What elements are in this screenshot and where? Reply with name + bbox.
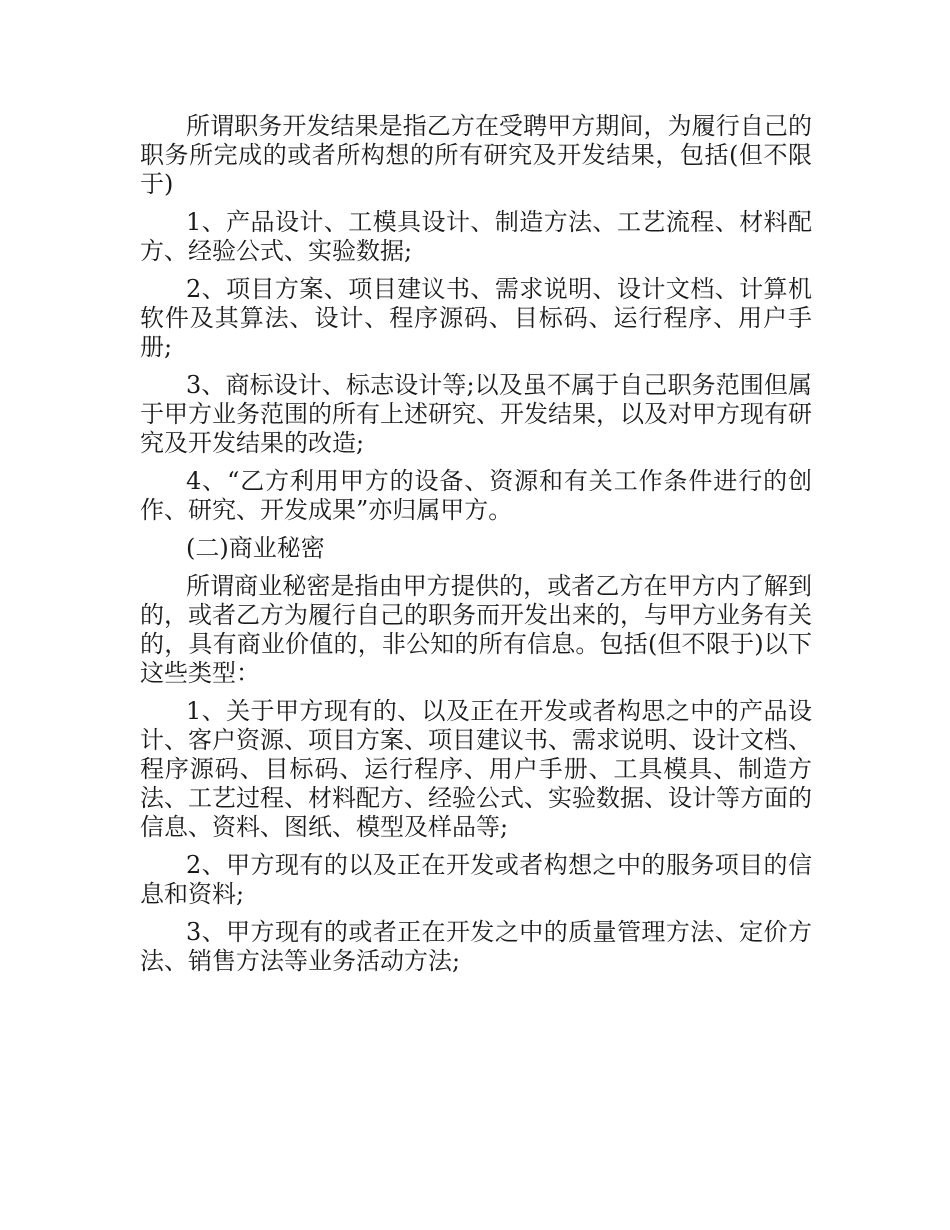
paragraph-secret-item-3: 3、甲方现有的或者正在开发之中的质量管理方法、定价方法、销售方法等业务活动方法;	[140, 918, 812, 975]
paragraph-secret-item-2: 2、甲方现有的以及正在开发或者构想之中的服务项目的信息和资料;	[140, 851, 812, 908]
paragraph-secret-item-1: 1、关于甲方现有的、以及正在开发或者构思之中的产品设计、客户资源、项目方案、项目建议书、需求说明、设计文档、程序源码、目标码、运行程序、用户手册、工具模具、制造方法、工艺过程、材料配方、经验公式、实验数据、设计等方面的信息、资料、图纸、模型及样品等;	[140, 697, 812, 841]
document-body	[140, 112, 812, 985]
section-heading-trade-secrets: (二)商业秘密	[186, 534, 325, 562]
paragraph-item-4: 4、“乙方利用甲方的设备、资源和有关工作条件进行的创作、研究、开发成果”亦归属甲方。	[140, 467, 812, 524]
paragraph-item-2: 2、项目方案、项目建议书、需求说明、设计文档、计算机软件及其算法、设计、程序源码、目标码、运行程序、用户手册;	[140, 275, 812, 361]
paragraph-trade-secret-definition: 所谓商业秘密是指由甲方提供的，或者乙方在甲方内了解到的，或者乙方为履行自己的职务而开发出来的，与甲方业务有关的，具有商业价值的，非公知的所有信息。包括(但不限于)以下这些类型：	[140, 572, 812, 687]
paragraph-item-3: 3、商标设计、标志设计等;以及虽不属于自己职务范围但属于甲方业务范围的所有上述研究、开发结果，以及对甲方现有研究及开发结果的改造;	[140, 371, 812, 457]
paragraph-job-development-definition: 所谓职务开发结果是指乙方在受聘甲方期间，为履行自己的职务所完成的或者所构想的所有研究及开发结果，包括(但不限于)	[140, 112, 812, 198]
paragraph-item-1: 1、产品设计、工模具设计、制造方法、工艺流程、材料配方、经验公式、实验数据;	[140, 208, 812, 265]
